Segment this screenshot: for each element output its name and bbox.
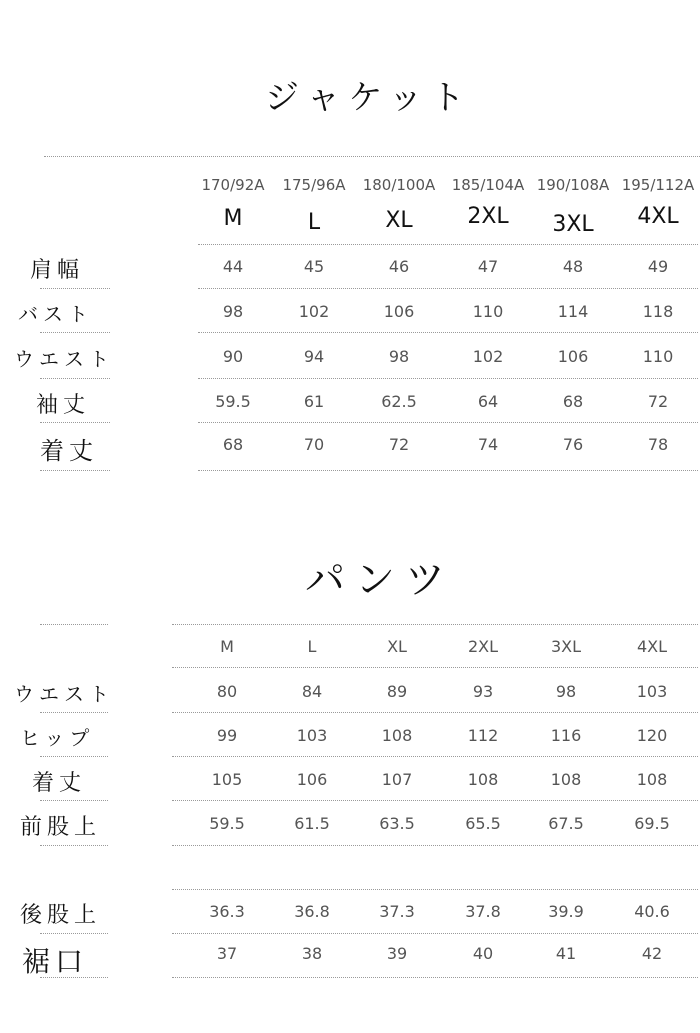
dotted-divider <box>198 244 698 245</box>
pants-cell: 108 <box>636 770 668 789</box>
dotted-divider <box>172 845 698 846</box>
pants-cell: 65.5 <box>465 814 501 833</box>
pants-cell: 89 <box>386 682 408 701</box>
pants-cell: 63.5 <box>379 814 415 833</box>
pants-cell: 108 <box>381 726 413 745</box>
dotted-divider <box>172 667 698 668</box>
jacket-title: ジャケット <box>265 78 473 118</box>
dotted-divider <box>40 845 108 846</box>
jacket-cell: 110 <box>472 302 504 321</box>
pants-row-label: 着丈 <box>32 771 87 796</box>
jacket-cell: 48 <box>562 257 584 276</box>
pants-cell: 40.6 <box>634 902 670 921</box>
jacket-row-label: 袖丈 <box>36 393 91 418</box>
pants-cell: 108 <box>550 770 582 789</box>
pants-cell: 106 <box>296 770 328 789</box>
pants-row-label: 裾口 <box>22 945 89 978</box>
pants-row-label: ウエスト <box>14 682 114 706</box>
jacket-cell: 78 <box>647 435 669 454</box>
jacket-cell: 47 <box>477 257 499 276</box>
pants-cell: 37.3 <box>379 902 415 921</box>
pants-cell: 59.5 <box>209 814 245 833</box>
dotted-divider <box>172 756 698 757</box>
pants-cell: 67.5 <box>548 814 584 833</box>
jacket-row-label: ウエスト <box>14 347 114 371</box>
pants-cell: 36.8 <box>294 902 330 921</box>
pants-size-label: L <box>307 637 317 656</box>
pants-size-label: 2XL <box>467 637 499 656</box>
pants-cell: 107 <box>381 770 413 789</box>
dotted-divider <box>198 332 698 333</box>
pants-size-label: M <box>220 637 234 656</box>
pants-row-label: 後股上 <box>20 903 102 928</box>
dotted-divider <box>172 712 698 713</box>
dotted-divider <box>172 800 698 801</box>
jacket-cell: 98 <box>388 347 410 366</box>
jacket-size-label: M <box>223 206 243 231</box>
jacket-size-label: XL <box>385 208 413 233</box>
dotted-divider <box>198 378 698 379</box>
jacket-size-label: 2XL <box>467 204 509 229</box>
pants-size-label: XL <box>387 637 407 656</box>
pants-cell: 116 <box>550 726 582 745</box>
dotted-divider <box>172 933 698 934</box>
pants-cell: 37 <box>216 944 238 963</box>
pants-cell: 39.9 <box>548 902 584 921</box>
jacket-row-label: 肩幅 <box>30 258 85 283</box>
dotted-divider <box>172 624 698 625</box>
jacket-size-code: 190/108A <box>536 176 610 194</box>
dotted-divider <box>40 332 110 333</box>
pants-cell: 112 <box>467 726 499 745</box>
jacket-cell: 106 <box>383 302 415 321</box>
pants-title: パンツ <box>305 557 455 603</box>
jacket-cell: 45 <box>303 257 325 276</box>
pants-cell: 98 <box>555 682 577 701</box>
jacket-size-code: 175/96A <box>282 176 346 194</box>
jacket-size-code: 185/104A <box>451 176 525 194</box>
dotted-divider <box>44 156 700 157</box>
pants-cell: 37.8 <box>465 902 501 921</box>
dotted-divider <box>172 977 698 978</box>
jacket-cell: 74 <box>477 435 499 454</box>
pants-cell: 36.3 <box>209 902 245 921</box>
jacket-size-label: L <box>307 210 321 235</box>
dotted-divider <box>198 422 698 423</box>
pants-size-label: 3XL <box>550 637 582 656</box>
dotted-divider <box>172 889 698 890</box>
jacket-size-label: 4XL <box>637 204 679 229</box>
jacket-cell: 72 <box>388 435 410 454</box>
pants-cell: 99 <box>216 726 238 745</box>
dotted-divider <box>40 470 110 471</box>
jacket-cell: 70 <box>303 435 325 454</box>
dotted-divider <box>40 800 108 801</box>
dotted-divider <box>40 712 108 713</box>
dotted-divider <box>40 624 108 625</box>
jacket-cell: 68 <box>222 435 244 454</box>
jacket-cell: 49 <box>647 257 669 276</box>
jacket-cell: 68 <box>562 392 584 411</box>
pants-cell: 84 <box>301 682 323 701</box>
jacket-row-label: 着丈 <box>40 437 98 465</box>
pants-row-label: 前股上 <box>20 815 102 840</box>
pants-cell: 69.5 <box>634 814 670 833</box>
jacket-cell: 110 <box>642 347 674 366</box>
dotted-divider <box>198 288 698 289</box>
pants-cell: 103 <box>296 726 328 745</box>
jacket-cell: 44 <box>222 257 244 276</box>
jacket-cell: 76 <box>562 435 584 454</box>
jacket-cell: 90 <box>222 347 244 366</box>
pants-cell: 61.5 <box>294 814 330 833</box>
jacket-cell: 102 <box>298 302 330 321</box>
dotted-divider <box>40 288 110 289</box>
jacket-cell: 72 <box>647 392 669 411</box>
dotted-divider <box>40 422 110 423</box>
dotted-divider <box>40 933 108 934</box>
jacket-cell: 59.5 <box>215 392 251 411</box>
pants-cell: 40 <box>472 944 494 963</box>
jacket-cell: 106 <box>557 347 589 366</box>
jacket-cell: 98 <box>222 302 244 321</box>
pants-cell: 108 <box>467 770 499 789</box>
dotted-divider <box>40 977 108 978</box>
jacket-size-code: 195/112A <box>621 176 695 194</box>
jacket-cell: 102 <box>472 347 504 366</box>
pants-cell: 39 <box>386 944 408 963</box>
jacket-size-label: 3XL <box>552 212 594 237</box>
jacket-cell: 46 <box>388 257 410 276</box>
jacket-cell: 64 <box>477 392 499 411</box>
pants-size-label: 4XL <box>636 637 668 656</box>
pants-cell: 38 <box>301 944 323 963</box>
pants-cell: 80 <box>216 682 238 701</box>
jacket-cell: 61 <box>303 392 325 411</box>
dotted-divider <box>40 756 108 757</box>
jacket-cell: 62.5 <box>381 392 417 411</box>
jacket-cell: 118 <box>642 302 674 321</box>
jacket-size-code: 170/92A <box>201 176 265 194</box>
pants-cell: 42 <box>641 944 663 963</box>
pants-cell: 105 <box>211 770 243 789</box>
jacket-row-label: バスト <box>18 302 93 326</box>
pants-cell: 93 <box>472 682 494 701</box>
pants-row-label: ヒップ <box>20 726 95 750</box>
pants-cell: 120 <box>636 726 668 745</box>
dotted-divider <box>40 378 110 379</box>
pants-cell: 103 <box>636 682 668 701</box>
jacket-size-code: 180/100A <box>362 176 436 194</box>
dotted-divider <box>198 470 698 471</box>
pants-cell: 41 <box>555 944 577 963</box>
jacket-cell: 94 <box>303 347 325 366</box>
jacket-cell: 114 <box>557 302 589 321</box>
